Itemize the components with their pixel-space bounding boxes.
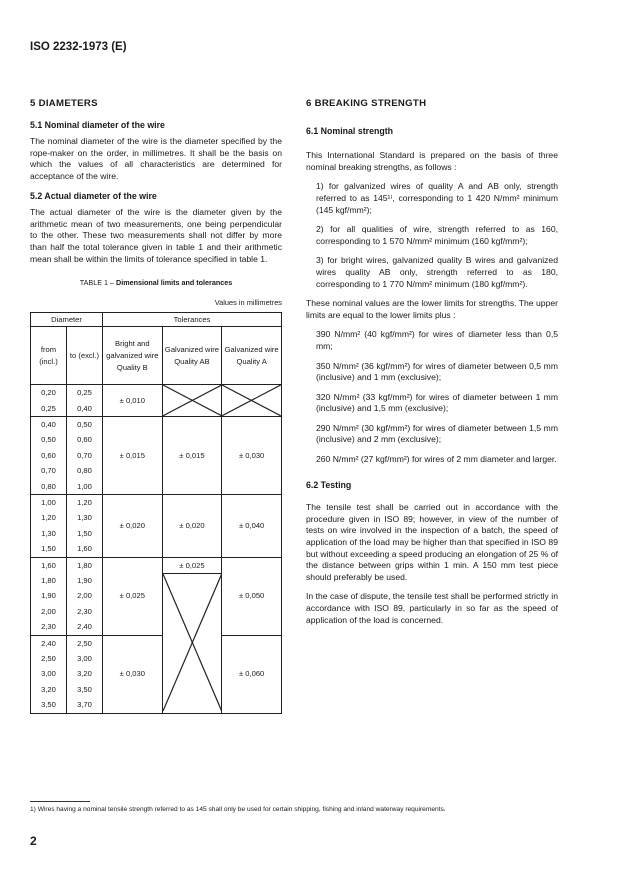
from-value: 0,40 xyxy=(41,420,56,430)
to-value: 0,50 xyxy=(77,420,92,430)
tolerance-b-cell: ± 0,020 xyxy=(103,495,163,558)
tolerance-ab-cell: ± 0,015 xyxy=(162,417,222,495)
tolerance-table xyxy=(30,312,282,713)
from-value: 3,20 xyxy=(41,684,56,694)
to-value: 2,00 xyxy=(77,591,92,601)
to-value: 3,50 xyxy=(77,684,92,694)
limit-item-4: 290 N/mm² (30 kgf/mm²) for wires of diameter between 1,5 mm (inclusive) and 2 mm (exclusive); xyxy=(316,422,558,445)
galvanized-quality-ab-header: Galvanized wire Quality AB xyxy=(162,327,222,385)
to-value: 3,00 xyxy=(77,653,92,663)
to-cell xyxy=(66,557,102,635)
from-cell xyxy=(31,417,67,495)
from-value: 1,90 xyxy=(41,591,56,601)
strength-item-2: 2) for all qualities of wire, strength referred to as 160, corresponding to 1 570 N/mm² minimum (160 kgf/mm²); xyxy=(316,224,558,246)
to-cell xyxy=(66,385,102,417)
from-value: 2,50 xyxy=(41,653,56,663)
tolerance-b-cell: ± 0,030 xyxy=(103,635,163,713)
tolerance-b-cell: ± 0,015 xyxy=(103,417,163,495)
page-number: 2 xyxy=(30,834,37,848)
not-applicable-cell xyxy=(162,385,222,417)
to-header: to (excl.) xyxy=(66,327,102,385)
tolerance-b-cell: ± 0,025 xyxy=(103,557,163,635)
from-cell xyxy=(31,557,67,635)
tolerance-a-cell: ± 0,060 xyxy=(222,635,282,713)
tolerances-header: Tolerances xyxy=(103,313,282,327)
to-value: 0,70 xyxy=(77,450,92,460)
section-6-heading: 6 BREAKING STRENGTH xyxy=(306,98,427,109)
to-value: 2,50 xyxy=(77,638,92,648)
from-cell xyxy=(31,635,67,713)
from-value: 1,60 xyxy=(41,560,56,570)
from-value: 2,30 xyxy=(41,622,56,632)
section-6-1-heading: 6.1 Nominal strength xyxy=(306,125,394,136)
section-6-1-intro: This International Standard is prepared on the basis of three nominal breaking strengths, as follows : xyxy=(306,150,558,172)
to-value: 1,50 xyxy=(77,528,92,538)
to-value: 1,00 xyxy=(77,481,92,491)
from-value: 0,50 xyxy=(41,435,56,445)
to-cell xyxy=(66,417,102,495)
strength-item-3: 3) for bright wires, galvanized quality B wires and galvanized wires quality AB only, strength referred to as 180, corresponding to 1 770 N/mm² minimum (180 kgf/mm²). xyxy=(316,255,558,289)
to-cell xyxy=(66,495,102,558)
not-applicable-cell xyxy=(222,385,282,417)
from-value: 3,00 xyxy=(41,669,56,679)
section-6-2-text-2: In the case of dispute, the tensile test shall be performed strictly in accordance with ISO 89, particularly in so far as the speed of application of the load is concerned. xyxy=(306,591,558,625)
from-value: 1,30 xyxy=(41,528,56,538)
section-5-2-heading: 5.2 Actual diameter of the wire xyxy=(30,190,157,201)
tolerance-a-cell: ± 0,030 xyxy=(222,417,282,495)
tolerance-ab-cell: ± 0,020 xyxy=(162,495,222,558)
from-value: 2,00 xyxy=(41,606,56,616)
galvanized-quality-a-header: Galvanized wire Quality A xyxy=(222,327,282,385)
table-caption-title: Dimensional limits and tolerances xyxy=(116,278,233,288)
table-units: Values in millimetres xyxy=(214,297,282,307)
table-row xyxy=(31,417,282,495)
section-5-2-text: The actual diameter of the wire is the diameter given by the arithmetic mean of two measurements, one being perpendicular to the other. These two measurements shall not differ by more than half the total tolerance given in table 1 and their arithmetic mean shall be within the limits of tolerance specified in table 1. xyxy=(30,207,282,264)
limit-item-1: 390 N/mm² (40 kgf/mm²) for wires of diameter less than 0,5 mm; xyxy=(316,329,558,351)
tolerance-ab-merged-cell xyxy=(162,557,222,713)
right-column xyxy=(306,98,558,634)
to-value: 2,40 xyxy=(77,622,92,632)
to-value: 1,90 xyxy=(77,576,92,585)
table-row xyxy=(31,635,282,713)
limit-item-2: 350 N/mm² (36 kgf/mm²) for wires of diameter between 0,5 mm (inclusive) and 1 mm (exclusive); xyxy=(316,360,558,383)
to-value: 1,20 xyxy=(77,498,92,508)
from-value: 0,60 xyxy=(41,450,56,460)
to-value: 1,30 xyxy=(77,513,92,523)
from-value: 1,80 xyxy=(41,576,56,585)
diameter-header: Diameter xyxy=(31,313,103,327)
tolerance-b-cell: ± 0,010 xyxy=(103,385,163,417)
to-value: 3,20 xyxy=(77,669,92,679)
section-5-1-text: The nominal diameter of the wire is the diameter specified by the rope-maker on the order, in millimetres. It shall be the basis on which the values of all characteristics are determined for acceptance of the wire. xyxy=(30,136,282,181)
from-value: 3,50 xyxy=(41,700,56,710)
from-cell xyxy=(31,495,67,558)
tolerance-a-cell: ± 0,040 xyxy=(222,495,282,558)
to-value: 0,60 xyxy=(77,435,92,445)
to-value: 2,30 xyxy=(77,606,92,616)
to-value: 0,40 xyxy=(77,403,92,413)
document-header: ISO 2232-1973 (E) xyxy=(30,41,127,53)
table-caption xyxy=(30,277,282,289)
from-value: 0,25 xyxy=(41,403,56,413)
footnote-rule xyxy=(30,801,90,802)
table-row xyxy=(31,495,282,558)
limit-item-3: 320 N/mm² (33 kgf/mm²) for wires of diameter between 1 mm (inclusive) and 1,5 mm (exclusive); xyxy=(316,391,558,414)
section-5-1-heading: 5.1 Nominal diameter of the wire xyxy=(30,119,165,130)
tolerance-a-cell: ± 0,050 xyxy=(222,557,282,635)
to-cell xyxy=(66,635,102,713)
limit-item-5: 260 N/mm² (27 kgf/mm²) for wires of 2 mm diameter and larger. xyxy=(316,454,557,465)
section-6-2-heading: 6.2 Testing xyxy=(306,479,352,490)
cross-out-mark xyxy=(163,574,222,711)
table-row xyxy=(31,385,282,417)
footnote: 1) Wires having a nominal tensile strength referred to as 145 shall only be used for certain shipping, fishing and inland waterway requirements. xyxy=(30,806,446,813)
to-value: 3,70 xyxy=(77,700,92,710)
from-cell xyxy=(31,385,67,417)
not-applicable-area xyxy=(163,574,222,711)
limits-intro: These nominal values are the lower limits for strengths. The upper limits are equal to the lower limits plus : xyxy=(306,298,558,320)
left-column xyxy=(30,98,282,714)
bright-quality-b-header: Bright and galvanized wire Quality B xyxy=(103,327,163,385)
table-caption-prefix: TABLE 1 – xyxy=(79,278,116,288)
cross-out-mark xyxy=(163,385,222,416)
to-value: 1,60 xyxy=(77,544,92,554)
from-value: 0,80 xyxy=(41,481,56,491)
cross-out-mark xyxy=(222,385,281,416)
to-value: 0,25 xyxy=(77,388,92,398)
to-value: 1,80 xyxy=(77,560,92,570)
from-value: 0,70 xyxy=(41,466,56,476)
from-value: 0,20 xyxy=(41,388,56,398)
section-5-heading: 5 DIAMETERS xyxy=(30,98,98,109)
from-header: from (incl.) xyxy=(31,327,67,385)
from-value: 1,00 xyxy=(41,498,56,508)
tolerance-ab-value: ± 0,025 xyxy=(163,558,222,574)
from-value: 1,20 xyxy=(41,513,56,523)
section-6-2-text-1: The tensile test shall be carried out in accordance with the procedure given in ISO 89; however, in view of the number of tests on wire involved in the inspection of a batch, the speed of application of the load may be higher than that specified in ISO 89 but without exceeding a speed producing an elongation of 25 % of the distance between grips within 1 min. A 150 mm test piece should preferably be used. xyxy=(306,502,558,582)
from-value: 1,50 xyxy=(41,544,56,554)
strength-item-1: 1) for galvanized wires of quality A and AB only, strength referred to as 145¹⁾, corresponding to 1 420 N/mm² minimum (145 kgf/mm²); xyxy=(316,181,558,215)
to-value: 0,80 xyxy=(77,466,92,476)
from-value: 2,40 xyxy=(41,638,56,648)
table-row xyxy=(31,557,282,635)
